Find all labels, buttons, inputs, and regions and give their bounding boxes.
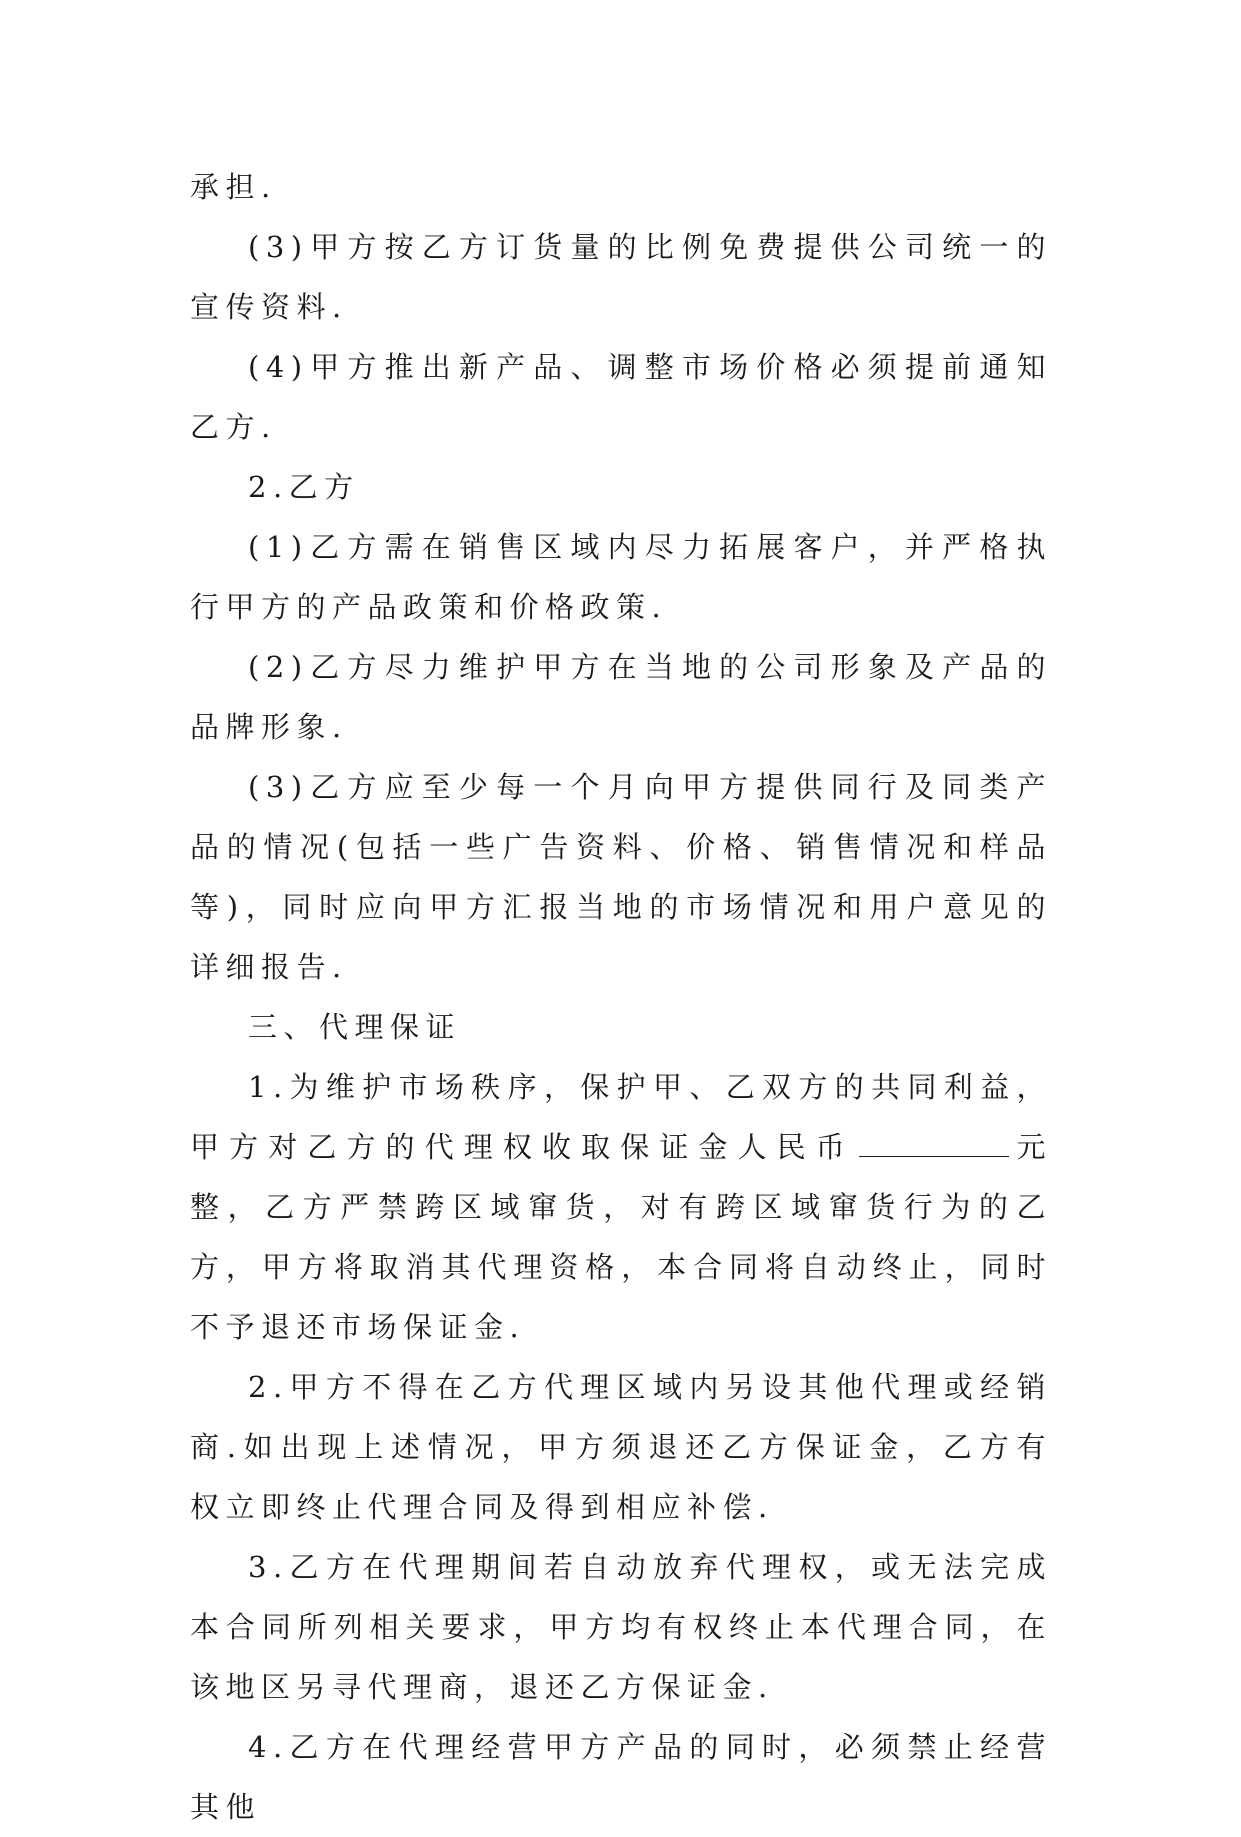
document-body — [190, 157, 1052, 1837]
paragraph-guarantee-4: 4.乙方在代理经营甲方产品的同时，必须禁止经营其他 — [190, 1730, 1052, 1824]
section-heading-agency-guarantee: 三、代理保证 — [248, 1010, 462, 1044]
paragraph-clause-2-3: (3)乙方应至少每一个月向甲方提供同行及同类产品的情况(包括一些广告资料、价格、销售情况和样品等)，同时应向甲方汇报当地的市场情况和用户意见的详细报告. — [190, 770, 1052, 984]
paragraph-guarantee-1 — [190, 1057, 1052, 1357]
paragraph-clause-2-2: (2)乙方尽力维护甲方在当地的公司形象及产品的品牌形象. — [190, 650, 1052, 744]
deposit-text-before: 1.为维护市场秩序，保护甲、乙双方的共同利益，甲方对乙方的代理权收取保证金人民币 — [190, 1070, 1052, 1164]
deposit-amount-blank — [859, 1132, 1009, 1157]
paragraph-clause-2-1: (1)乙方需在销售区域内尽力拓展客户，并严格执行甲方的产品政策和价格政策. — [190, 530, 1052, 624]
subheading-party-b: 2.乙方 — [248, 470, 360, 504]
deposit-text-after: 元整，乙方严禁跨区域窜货，对有跨区域窜货行为的乙方，甲方将取消其代理资格，本合同将自动终止，同时不予退还市场保证金. — [190, 1130, 1052, 1344]
paragraph-guarantee-3: 3.乙方在代理期间若自动放弃代理权，或无法完成本合同所列相关要求，甲方均有权终止本代理合同，在该地区另寻代理商，退还乙方保证金. — [190, 1550, 1052, 1704]
paragraph-clause-1-3: (3)甲方按乙方订货量的比例免费提供公司统一的宣传资料. — [190, 230, 1052, 324]
paragraph-clause-1-4: (4)甲方推出新产品、调整市场价格必须提前通知乙方. — [190, 350, 1052, 444]
paragraph-continuation: 承担. — [190, 170, 277, 204]
paragraph-guarantee-2: 2.甲方不得在乙方代理区域内另设其他代理或经销商.如出现上述情况，甲方须退还乙方保证金，乙方有权立即终止代理合同及得到相应补偿. — [190, 1370, 1052, 1524]
